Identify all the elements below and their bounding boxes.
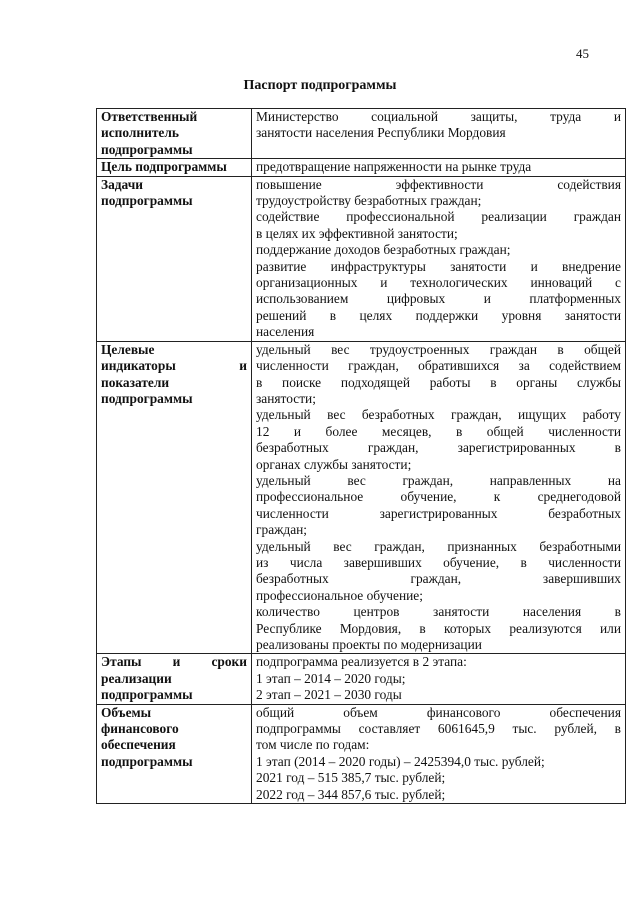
value-line: органах службы занятости; — [256, 456, 412, 472]
value-line: поддержание доходов безработных граждан; — [256, 242, 511, 258]
table-row-indicators — [97, 341, 626, 654]
label-line: Целевые — [101, 341, 155, 357]
label-line: Этапы и сроки — [101, 654, 247, 670]
value-line: 1 этап (2014 – 2020 годы) – 2425394,0 тыс. рублей; — [256, 753, 545, 769]
value-line: том числе по годам: — [256, 737, 370, 753]
value-line: в поиске подходящей работы в органы службы — [256, 374, 621, 390]
value-line: предотвращение напряженности на рынке труда — [256, 159, 532, 175]
value-line: 2 этап – 2021 – 2030 годы — [256, 687, 402, 703]
value-line: содействие профессиональной реализации граждан — [256, 209, 621, 225]
value-line: 2021 год – 515 385,7 тыс. рублей; — [256, 770, 446, 786]
row-value — [252, 109, 626, 159]
table-row-funding — [97, 704, 626, 803]
value-line: подпрограмма реализуется в 2 этапа: — [256, 654, 467, 670]
value-line: 12 и более месяцев, в общей численности — [256, 423, 621, 439]
value-line: Министерство социальной защиты, труда и — [256, 109, 621, 124]
value-line: удельный вес трудоустроенных граждан в общей — [256, 341, 621, 357]
label-line: Ответственный — [101, 109, 198, 124]
value-line: количество центров занятости населения в — [256, 604, 621, 620]
value-line: в целях их эффективной занятости; — [256, 225, 458, 241]
value-line: профессиональное обучение, к среднегодовой — [256, 489, 621, 505]
value-line: повышение эффективности содействия — [256, 176, 621, 192]
page-title: Паспорт подпрограммы — [243, 78, 397, 93]
value-line: реализованы проекты по модернизации — [256, 637, 482, 652]
row-value — [252, 159, 626, 176]
value-line: граждан; — [256, 522, 308, 538]
value-line: удельный вес граждан, направленных на — [256, 472, 621, 488]
table-row-stages — [97, 654, 626, 704]
value-line: трудоустройству безработных граждан; — [256, 193, 482, 209]
row-label — [97, 341, 252, 654]
row-label — [97, 159, 252, 176]
label-line: индикаторы и — [101, 358, 247, 374]
value-line: решений в целях поддержки уровня занятости — [256, 307, 621, 323]
value-line: 2022 год – 344 857,6 тыс. рублей; — [256, 786, 446, 802]
label-line: подпрограммы — [101, 687, 193, 703]
label-line: показатели — [101, 374, 170, 390]
label-line: подпрограммы — [101, 193, 193, 209]
label-line: исполнитель — [101, 125, 179, 141]
value-line: использованием цифровых и платформенных — [256, 291, 621, 307]
row-value — [252, 341, 626, 654]
value-line: удельный вес безработных граждан, ищущих работу — [256, 407, 621, 423]
page-number: 45 — [576, 46, 589, 61]
row-value — [252, 176, 626, 341]
value-line: населения — [256, 324, 315, 340]
table-row-goal — [97, 159, 626, 176]
value-line: занятости населения Республики Мордовия — [256, 125, 506, 141]
value-line: занятости; — [256, 390, 316, 406]
row-label — [97, 176, 252, 341]
value-line: из числа завершивших обучение, в численности — [256, 554, 621, 570]
value-line: численности зарегистрированных безработных — [256, 505, 621, 521]
label-line: Задачи — [101, 176, 143, 192]
row-label — [97, 109, 252, 159]
label-line: Объемы — [101, 704, 152, 720]
label-line: финансового — [101, 721, 179, 737]
value-line: профессиональное обучение; — [256, 587, 423, 603]
label-line: обеспечения — [101, 737, 176, 753]
label-line: реализации — [101, 670, 172, 686]
value-line: безработных граждан, завершивших — [256, 571, 621, 587]
label-line: Цель подпрограммы — [101, 159, 227, 175]
row-label — [97, 654, 252, 704]
label-line: подпрограммы — [101, 141, 193, 157]
value-line: 1 этап – 2014 – 2020 годы; — [256, 670, 406, 686]
row-value — [252, 654, 626, 704]
value-line: Республике Мордовия, в которых реализуются или — [256, 620, 621, 636]
value-line: организационных и технологических инноваций с — [256, 275, 621, 291]
table-row-tasks — [97, 176, 626, 341]
table-row-responsible-executor — [97, 109, 626, 159]
value-line: общий объем финансового обеспечения — [256, 704, 621, 720]
subprogram-passport-table — [96, 108, 626, 804]
value-line: удельный вес граждан, признанных безработными — [256, 538, 621, 554]
label-line: подпрограммы — [101, 753, 193, 769]
value-line: безработных граждан, зарегистрированных в — [256, 440, 621, 456]
label-line: подпрограммы — [101, 390, 193, 406]
value-line: развитие инфраструктуры занятости и внедрение — [256, 258, 621, 274]
row-label — [97, 704, 252, 803]
row-value — [252, 704, 626, 803]
value-line: численности граждан, обратившихся за содействием — [256, 358, 621, 374]
value-line: подпрограммы составляет 6061645,9 тыс. рублей, в — [256, 721, 621, 737]
